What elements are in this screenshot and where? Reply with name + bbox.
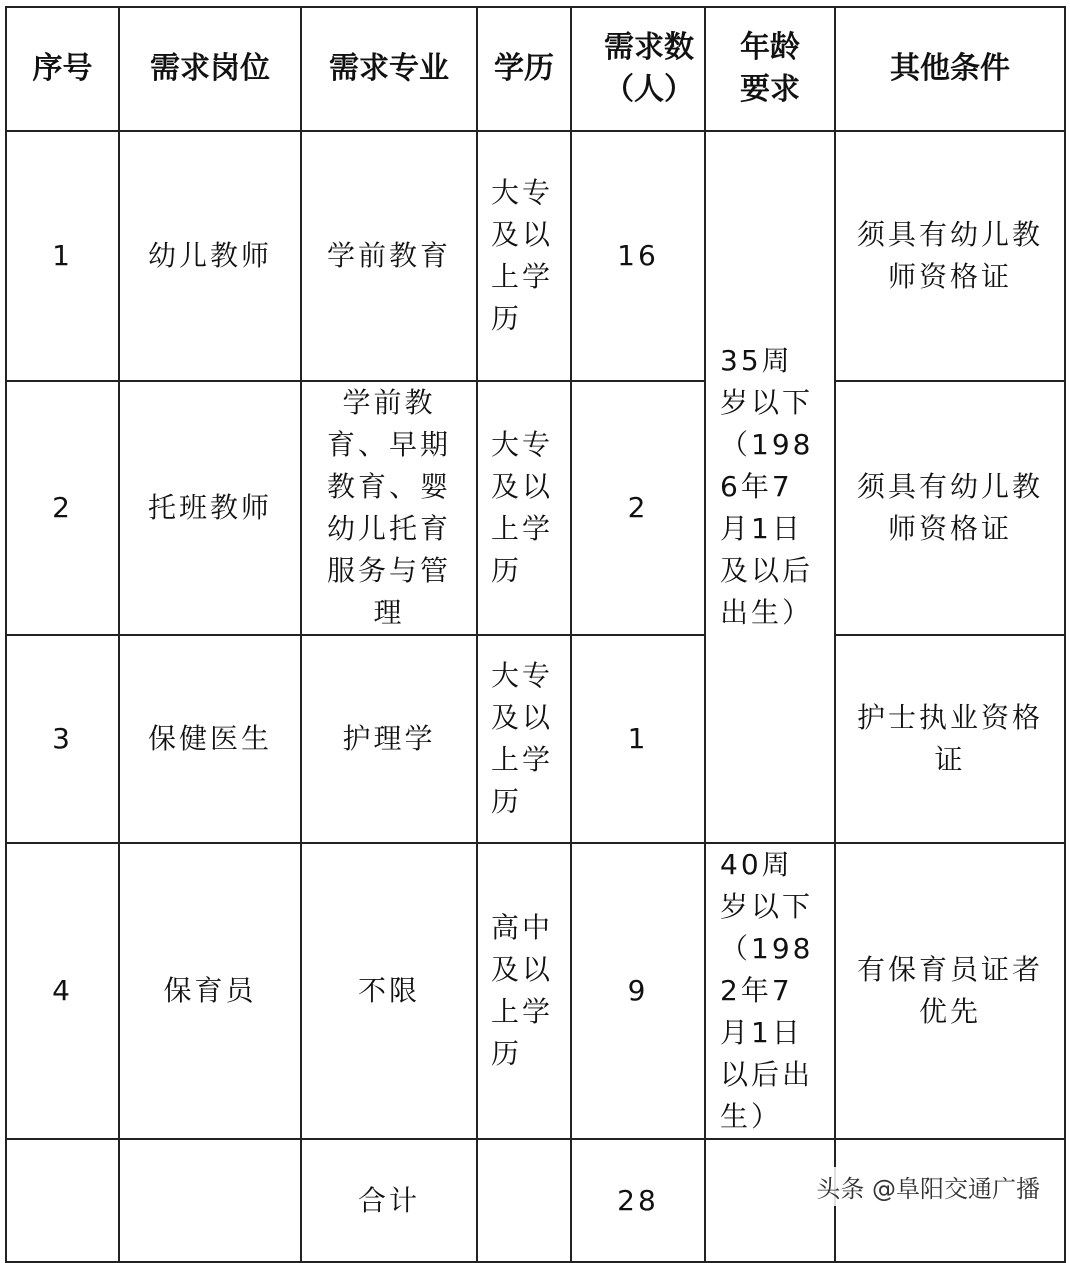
cell-major: 不限 bbox=[301, 843, 477, 1139]
header-age: 年龄要求 bbox=[705, 7, 835, 131]
cell-age-group-2: 40周岁以下（1982年7月1日以后出生） bbox=[705, 843, 835, 1139]
cell-other: 有保育员证者优先 bbox=[835, 843, 1065, 1139]
cell-empty bbox=[477, 1139, 571, 1262]
cell-count: 2 bbox=[571, 381, 705, 635]
total-label: 合计 bbox=[301, 1139, 477, 1262]
cell-position: 幼儿教师 bbox=[119, 131, 301, 381]
cell-education: 大专及以上学历 bbox=[477, 381, 571, 635]
header-row bbox=[6, 7, 1065, 131]
cell-count: 16 bbox=[571, 131, 705, 381]
cell-major: 学前教育 bbox=[301, 131, 477, 381]
cell-position: 保健医生 bbox=[119, 635, 301, 843]
cell-count: 9 bbox=[571, 843, 705, 1139]
cell-count: 1 bbox=[571, 635, 705, 843]
cell-position: 托班教师 bbox=[119, 381, 301, 635]
cell-seq: 2 bbox=[6, 381, 119, 635]
total-count: 28 bbox=[571, 1139, 705, 1262]
table-row bbox=[6, 635, 1065, 843]
watermark: 头条 @阜阳交通广播 bbox=[810, 1167, 1046, 1206]
recruitment-table bbox=[5, 6, 1066, 1263]
table-row bbox=[6, 381, 1065, 635]
header-major: 需求专业 bbox=[301, 7, 477, 131]
cell-major: 护理学 bbox=[301, 635, 477, 843]
cell-other: 护士执业资格证 bbox=[835, 635, 1065, 843]
cell-major: 学前教育、早期教育、婴幼儿托育服务与管理 bbox=[301, 381, 477, 635]
cell-seq: 3 bbox=[6, 635, 119, 843]
cell-seq: 1 bbox=[6, 131, 119, 381]
cell-education: 大专及以上学历 bbox=[477, 635, 571, 843]
cell-age-group-1: 35周岁以下（1986年7月1日及以后出生） bbox=[705, 131, 835, 843]
header-count: 需求数（人） bbox=[571, 7, 705, 131]
header-education: 学历 bbox=[477, 7, 571, 131]
cell-empty bbox=[6, 1139, 119, 1262]
cell-position: 保育员 bbox=[119, 843, 301, 1139]
header-position: 需求岗位 bbox=[119, 7, 301, 131]
cell-education: 高中及以上学历 bbox=[477, 843, 571, 1139]
table-row bbox=[6, 131, 1065, 381]
header-other: 其他条件 bbox=[835, 7, 1065, 131]
table-row bbox=[6, 843, 1065, 1139]
cell-seq: 4 bbox=[6, 843, 119, 1139]
cell-empty bbox=[119, 1139, 301, 1262]
cell-education: 大专及以上学历 bbox=[477, 131, 571, 381]
header-seq: 序号 bbox=[6, 7, 119, 131]
cell-other: 须具有幼儿教师资格证 bbox=[835, 381, 1065, 635]
cell-other: 须具有幼儿教师资格证 bbox=[835, 131, 1065, 381]
